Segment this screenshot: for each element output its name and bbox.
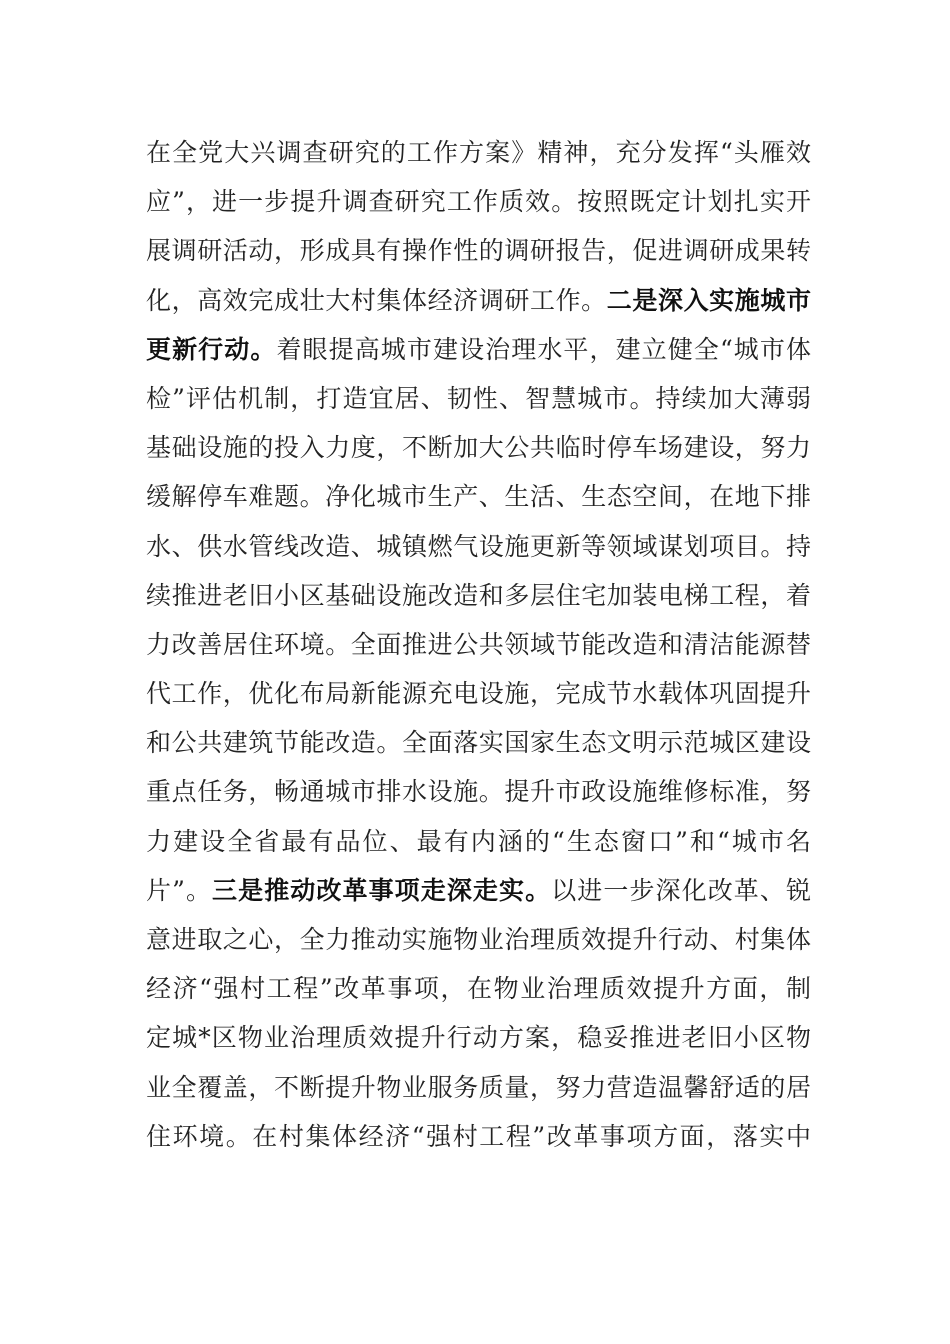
text-segment: 续推进老旧小区基础设施改造和多层住宅加装电梯工程，着 — [146, 580, 811, 610]
text-line — [146, 423, 811, 472]
text-line — [146, 767, 811, 816]
text-line — [146, 669, 811, 718]
text-segment: 化，高效完成壮大村集体经济调研工作。 — [146, 285, 607, 315]
text-segment: 片”。 — [146, 875, 213, 905]
bold-heading-text: 三是推动改革事项走深走实。 — [212, 875, 552, 905]
text-segment: 基础设施的投入力度，不断加大公共临时停车场建设，努力 — [146, 433, 811, 463]
text-line — [146, 1013, 811, 1062]
text-line — [146, 472, 811, 521]
text-line — [146, 276, 811, 325]
text-segment: 住环境。在村集体经济“强村工程”改革事项方面，落实中 — [146, 1121, 811, 1151]
text-segment: 经济“强村工程”改革事项，在物业治理质效提升方面，制 — [146, 974, 811, 1004]
text-line — [146, 325, 811, 374]
body-text — [146, 128, 811, 1161]
text-line — [146, 522, 811, 571]
text-segment: 意进取之心，全力推动实施物业治理质效提升行动、村集体 — [146, 925, 811, 954]
text-segment: 缓解停车难题。净化城市生产、生活、生态空间，在地下排 — [146, 482, 811, 512]
text-segment: 定城*区物业治理质效提升行动方案，稳妥推进老旧小区物 — [146, 1023, 811, 1053]
text-segment: 在全党大兴调查研究的工作方案》精神，充分发挥“头雁效 — [146, 138, 811, 167]
text-segment: 力建设全省最有品位、最有内涵的“生态窗口”和“城市名 — [146, 826, 811, 856]
text-segment: 和公共建筑节能改造。全面落实国家生态文明示范城区建设 — [146, 728, 811, 758]
text-line — [146, 226, 811, 275]
text-segment: 重点任务，畅通城市排水设施。提升市政设施维修标准，努 — [146, 777, 811, 807]
text-line — [146, 374, 811, 423]
bold-heading-text: 二是深入实施城市 — [606, 285, 811, 315]
text-line — [146, 177, 811, 226]
text-line — [146, 620, 811, 669]
bold-heading-text: 更新行动。 — [146, 334, 277, 364]
text-segment: 着眼提高城市建设治理水平，建立健全“城市体 — [276, 334, 811, 364]
text-segment: 业全覆盖，不断提升物业服务质量，努力营造温馨舒适的居 — [146, 1072, 811, 1102]
text-line — [146, 866, 811, 915]
text-segment: 展调研活动，形成具有操作性的调研报告，促进调研成果转 — [146, 236, 811, 266]
text-line — [146, 817, 811, 866]
text-line — [146, 718, 811, 767]
text-segment: 代工作，优化布局新能源充电设施，完成节水载体巩固提升 — [146, 679, 811, 709]
text-segment: 以进一步深化改革、锐 — [551, 875, 811, 905]
text-segment: 水、供水管线改造、城镇燃气设施更新等领域谋划项目。持 — [146, 531, 811, 561]
text-line — [146, 571, 811, 620]
text-line — [146, 1112, 811, 1161]
text-line — [146, 915, 811, 964]
text-line — [146, 1063, 811, 1112]
text-line — [146, 964, 811, 1013]
text-segment: 检”评估机制，打造宜居、韧性、智慧城市。持续加大薄弱 — [146, 383, 811, 413]
text-segment: 力改善居住环境。全面推进公共领域节能改造和清洁能源替 — [146, 629, 811, 659]
text-line — [146, 128, 811, 177]
text-segment: 应”，进一步提升调查研究工作质效。按照既定计划扎实开 — [146, 187, 811, 217]
